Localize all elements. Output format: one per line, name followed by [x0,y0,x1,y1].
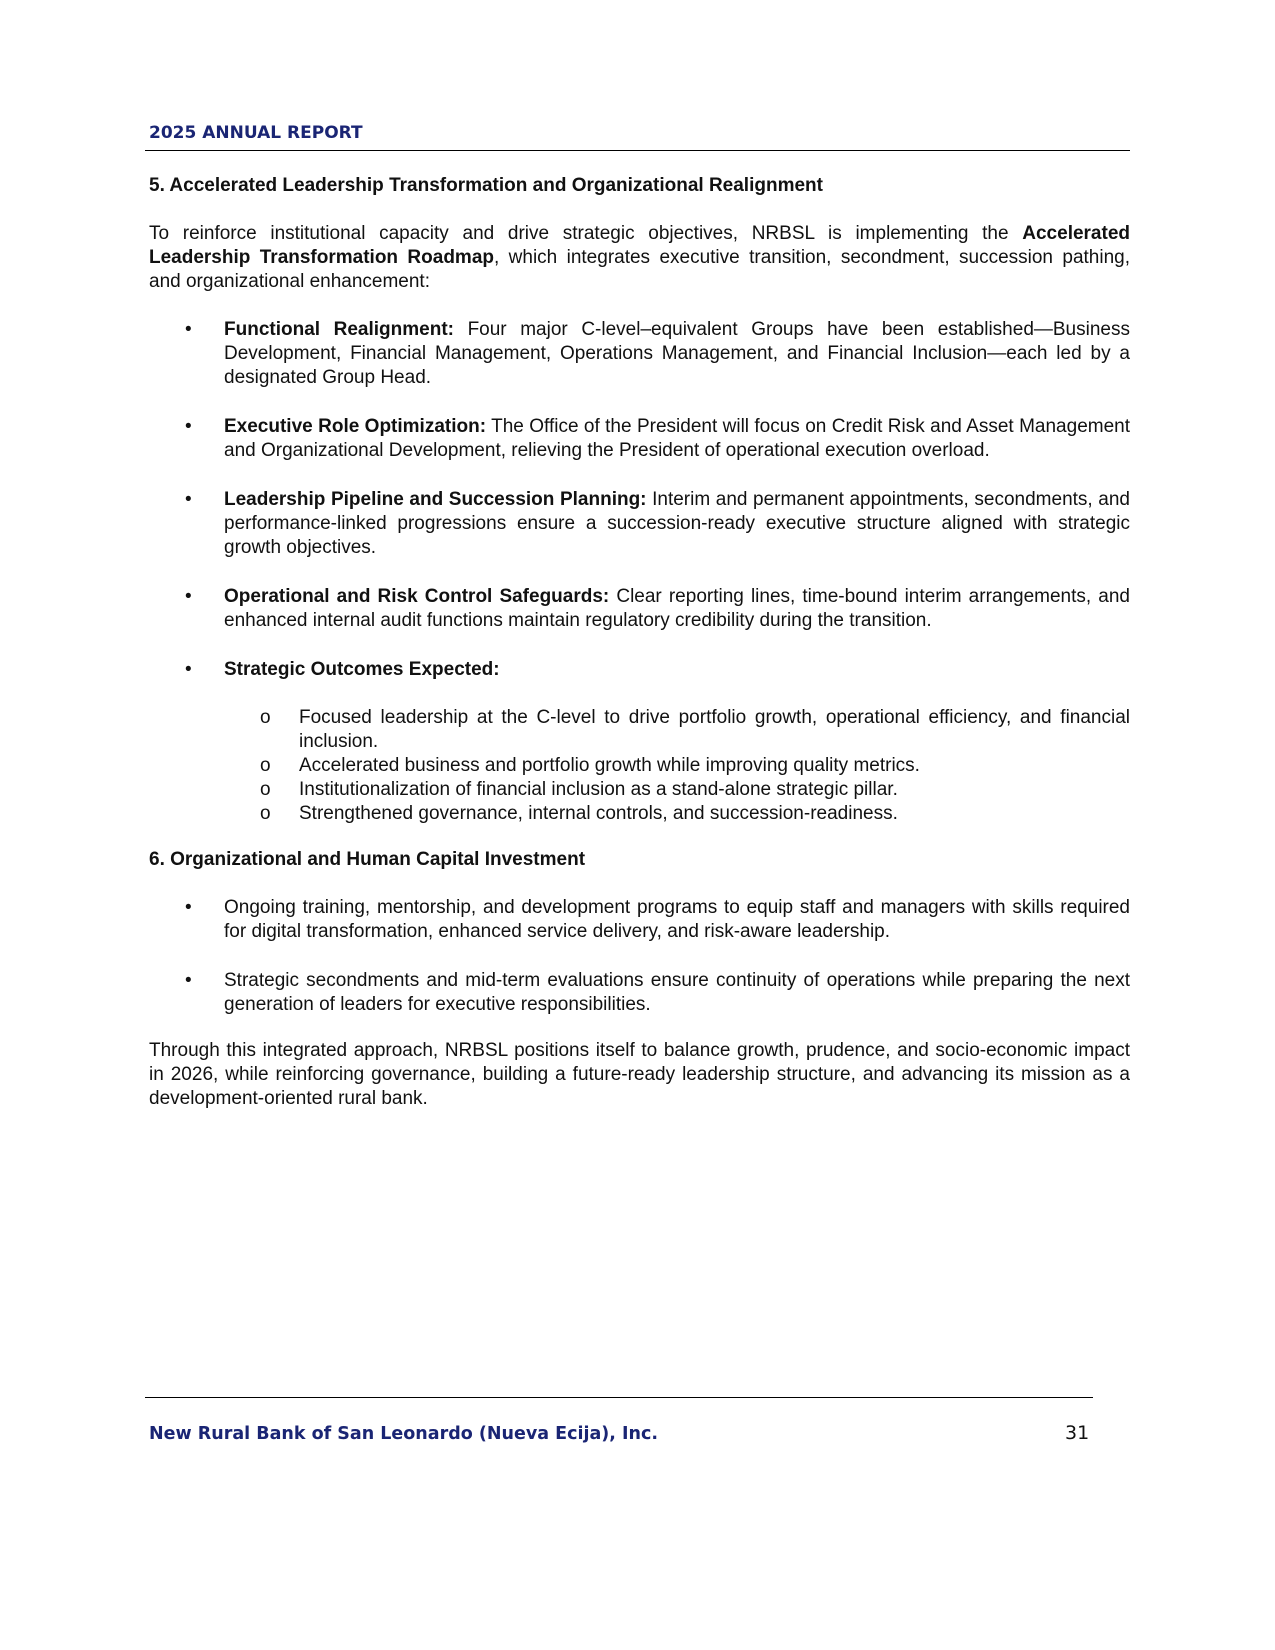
bullet-icon: • [185,970,192,991]
circle-bullet-icon: o [260,755,271,776]
sub-list-item [149,778,1130,802]
section-5-heading: 5. Accelerated Leadership Transformation and Organizational Realignment [149,175,823,196]
bullet-text: Interim and permanent appointments, secondments, and performance-linked progressions ensure a succession-ready executive structure aligned with strategic growth objectives. [224,489,1130,558]
header-divider [145,150,1130,151]
outcome-text: Institutionalization of financial inclusion as a stand-alone strategic pillar. [299,779,898,800]
footer-org-name: New Rural Bank of San Leonardo (Nueva Ecija), Inc. [149,1424,658,1444]
footer-divider [145,1397,1093,1398]
circle-bullet-icon: o [260,779,271,800]
section-6-heading: 6. Organizational and Human Capital Investment [149,849,586,870]
list-item [149,896,1130,944]
outcomes-sub-list [149,706,1130,826]
closing-paragraph: Through this integrated approach, NRBSL positions itself to balance growth, prudence, and socio-economic impact in 2026, while reinforcing governance, building a future-ready leadership structure, and advancing its mission as a development-oriented rural bank. [149,1040,1130,1109]
bullet-icon: • [185,659,192,680]
outcome-text: Accelerated business and portfolio growth while improving quality metrics. [299,755,920,776]
bullet-icon: • [185,319,192,340]
intro-text-continued: , which integrates executive transition, secondment, succession pathing, and organizational enhancement: [149,247,1130,292]
list-item [149,318,1130,390]
bullet-icon: • [185,416,192,437]
sub-list-item [149,802,1130,826]
list-item [149,969,1130,1017]
report-header-title: 2025 ANNUAL REPORT [149,123,363,143]
bullet-text: Ongoing training, mentorship, and development programs to equip staff and managers with skills required for digital transformation, enhanced service delivery, and risk-aware leadership. [224,897,1130,942]
sub-list-item [149,706,1130,754]
bullet-text: Strategic secondments and mid-term evaluations ensure continuity of operations while preparing the next generation of leaders for executive responsibilities. [224,970,1130,1015]
bullet-label: Leadership Pipeline and Succession Planning: [224,489,647,510]
page-content [149,174,1130,1111]
bullet-label: Strategic Outcomes Expected: [224,659,500,680]
bullet-icon: • [185,586,192,607]
outcome-text: Focused leadership at the C-level to drive portfolio growth, operational efficiency, and financial inclusion. [299,707,1130,752]
section-5-intro [149,222,1130,294]
page-number: 31 [1065,1422,1090,1444]
list-item [149,415,1130,463]
bullet-icon: • [185,489,192,510]
bullet-label: Operational and Risk Control Safeguards: [224,586,610,607]
section-5-bullet-list [149,318,1130,826]
bullet-text: Four major C-level–equivalent Groups have been established—Business Development, Financial Management, Operations Management, and Financial Inclusion—each led by a designated Group Head. [224,319,1130,388]
list-item [149,488,1130,560]
circle-bullet-icon: o [260,707,271,728]
bullet-icon: • [185,897,192,918]
sub-list-item [149,754,1130,778]
bullet-text: Clear reporting lines, time-bound interim arrangements, and enhanced internal audit functions maintain regulatory credibility during the transition. [224,586,1130,631]
outcome-text: Strengthened governance, internal controls, and succession-readiness. [299,803,898,824]
roadmap-name: Accelerated Leadership Transformation Roadmap [149,223,1130,268]
bullet-label: Functional Realignment: [224,319,454,340]
circle-bullet-icon: o [260,803,271,824]
list-item [149,585,1130,633]
intro-text: To reinforce institutional capacity and drive strategic objectives, NRBSL is implementing the [149,223,1023,244]
bullet-text: The Office of the President will focus on Credit Risk and Asset Management and Organizational Development, relieving the President of operational execution overload. [224,416,1130,461]
section-6-bullet-list [149,896,1130,1017]
bullet-label: Executive Role Optimization: [224,416,487,437]
list-item [149,658,1130,826]
